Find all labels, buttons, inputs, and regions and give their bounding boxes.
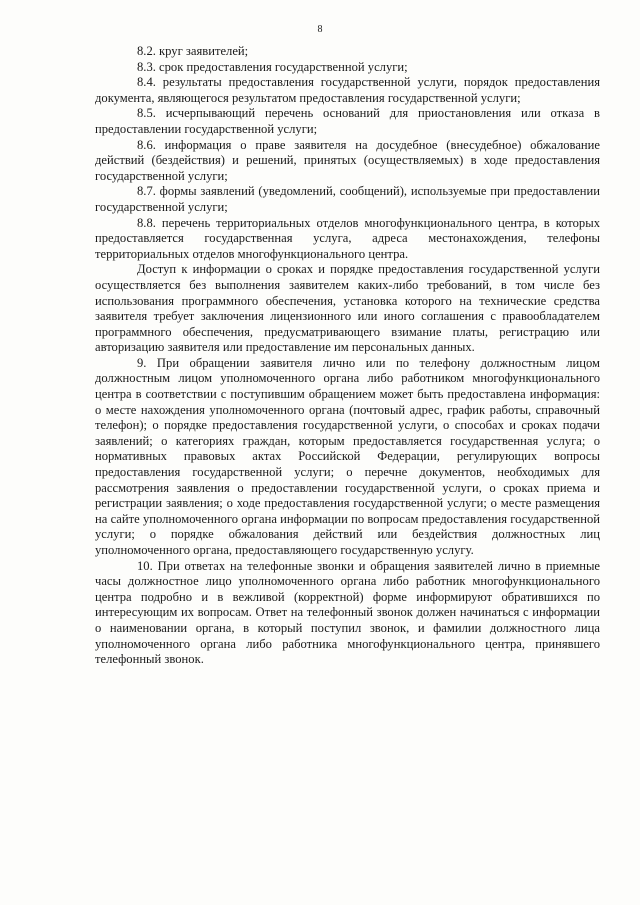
paragraph-8-2: 8.2. круг заявителей; <box>137 44 249 58</box>
paragraph-8-5: 8.5. исчерпывающий перечень оснований для приостановления или отказа в предоставлении государственной услуги; <box>95 106 600 136</box>
paragraph-8-8: 8.8. перечень территориальных отделов многофункционального центра, в которых предоставляется государственная услуга, адреса местонахождения, телефоны территориальных отделов многофункционального центра. <box>95 215 600 261</box>
paragraph-8-7: 8.7. формы заявлений (уведомлений, сообщений), используемые при предоставлении государственной услуги; <box>95 184 600 214</box>
document-body <box>95 44 600 668</box>
paragraph-9: 9. При обращении заявителя лично или по телефону должностным лицом должностным лицом уполномоченного органа либо работником многофункционального центра в соответствии с поступившим обращением может быть предоставлена информация: о месте нахождения уполномоченного органа (почтовый адрес, график работы, справочный телефон); о порядке предоставления государственной услуги, о способах и сроках подачи заявлений; о категориях граждан, которым предоставляется государственная услуга; о нормативных правовых актах Российской Федерации, регулирующих вопросы предоставления государственной услуги; о перечне документов, необходимых для рассмотрения заявления о предоставлении государственной услуги, о сроках приема и регистрации заявления; о ходе предоставления государственной услуги; о месте размещения на сайте уполномоченного органа информации по вопросам предоставления государственной услуги; о порядке обжалования действий или бездействия должностных лиц уполномоченного органа, предоставляющего государственную услугу. <box>95 355 600 557</box>
page-number: 8 <box>317 24 323 35</box>
paragraph-10: 10. При ответах на телефонные звонки и обращения заявителей лично в приемные часы должностное лицо уполномоченного органа либо работник многофункционального центра подробно и в вежливой (корректной) форме информируют обратившихся по интересующим их вопросам. Ответ на телефонный звонок должен начинаться с информации о наименовании органа, в который поступил звонок, и фамилии должностного лица уполномоченного органа либо работника многофункционального центра, принявшего телефонный звонок. <box>95 558 600 667</box>
paragraph-access: Доступ к информации о сроках и порядке предоставления государственной услуги осуществляется без выполнения заявителем каких-либо требований, в том числе без использования программного обеспечения, установка которого на технические средства заявителя требует заключения лицензионного или иного соглашения с правообладателем программного обеспечения, предусматривающего взимание платы, регистрацию или авторизацию заявителя или предоставление им персональных данных. <box>95 262 600 355</box>
paragraph-8-4: 8.4. результаты предоставления государственной услуги, порядок предоставления документа, являющегося результатом предоставления государственной услуги; <box>95 75 600 105</box>
paragraph-8-6: 8.6. информация о праве заявителя на досудебное (внесудебное) обжалование действий (бездействия) и решений, принятых (осуществляемых) в ходе предоставления государственной услуги; <box>95 137 600 183</box>
paragraph-8-3: 8.3. срок предоставления государственной услуги; <box>137 59 408 74</box>
